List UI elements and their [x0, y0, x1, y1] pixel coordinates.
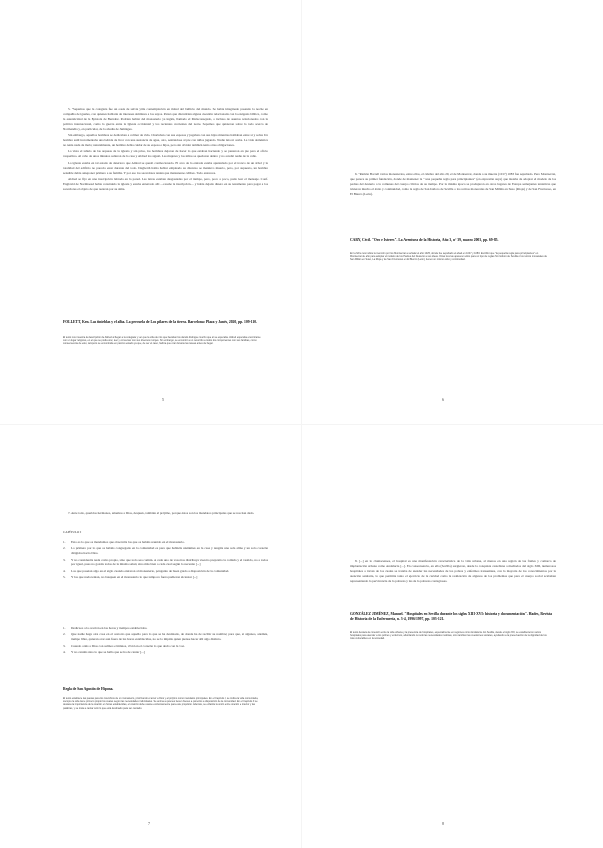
list-item: 2. Que nadie haga otra cosa en el oratorio que aquello para lo que se ha destinado, de donde ha de recibir su nombre; para que, si algunos, además, tiempo libre, quieran orar aun fuera de las horas establecidas, no se lo impida quien piense hacer allí algo distinto. [63, 632, 268, 642]
citation: FOLLETT, Ken. Las tinieblas y el alba. La precuela de Los pilares de la tierra. Barcelona: Plaza y Janés, 2020, pp. 109-110. [63, 320, 258, 324]
chapter-1-list [63, 540, 268, 581]
citation: GONZÁLEZ JIMÉNEZ, Manuel. "Hospitales en Sevilla durante los siglos XIII-XVI: historia y documentación". Hades, Revista de Historia de la Enfermería, n. 3-4, 1996/1997, pp. 103-121. [350, 612, 553, 622]
commentary-note: El texto establece las pautas para los miembros de un monasterio, priorizando el amor a Dios y al prójimo como mandatos principales. En el Capítulo I, se indica la vida comunitaria, siempre la vida tiene primero propio los cuales según las necesidades individuales. Se anima a quienes tienen bienes a ponerlos a disposición de la comunidad. En el Capítulo II se destaca la importancia de la oración en horas establecidas, el oratorio debe usarse exclusivamente para este propósito. Además, se enfatiza la unión entre oración e interior y las palabras, y se insta a cantar solo lo que está destinado para ser cantado. [63, 697, 259, 710]
commentary-note: El texto destaca la conexión entre la vida urbana y la presencia de hospitales, especialmente en regiones como Andalucía. En Sevilla, desde el siglo XIII, se establecieron varios hospitales para atender a los pobres y enfermos, abordando no solo las necesidades médicas, sino también las cuestiones sociales, ayudando a la preservación de la dignidad de los más vulnerables en la sociedad. [350, 631, 547, 641]
paragraph: 5. "Sepamos que la colegiata fue un oasis de salvia ytile contemplación en mitad del bullicio del mundo. Se había imaginado pasando la noche en compañía de iguales, con quienes hablaría de intereses similares a los suyos. Pensó que discutirían alguna cuestión relacionada con la exégesis bíblica, como la autenticidad de la Epístola de Bernabé. Podrían hablar del monasterio ya inglés, llamado el Malaconsejado, o incluso de asuntos relacionados con la política internacional, como la guerra entre la Iglesia occidental y los recientes crecientes del norte. Sepamos que quisieron sobre la todo acerca de Normandía y, en particular, de la abadía de Jumièges. [63, 107, 268, 131]
paragraph: La vista el tabulo de las arqueas de la iglesia y sin prisa, los hombres dejaron de hacer lo que estaban haciendo y se pusieron en pie para el oficio vespertino. Al cabo de unos minutos salieron de la casa y Aldred los siguió. Las mujeres y los niños se quedaron dentro y no acudió nadie de la calle. [63, 149, 268, 159]
page-number: 5 [162, 397, 164, 402]
page-number: 7 [148, 821, 150, 826]
commentary-note: En la ficha nos indica la mención por los Montserrat a señalar el año 1025, donde fue sepultado el abad en 1047 y 1083. Escribió que "la pequeña regla para principiantes" en Montserrat de año para adoptar el modelo de los Padres del Desierto a sus ideas. Otras tres las aparecen ellos para un tipo de reglas Sin Isidoro de Sevilla o los retiros monacales de San Millán en Suso, La Rioja y de San Fructuoso en El Bierzo (León), tienen un mismo éxito y continuidad. [350, 252, 548, 262]
page-7 [0, 424, 301, 848]
paragraph: Sin embargo, aquellos hombres se dedicaban a colmar de vida. Charlaban con sus esposas y jugaban con sus hijos mientras hablaban entre sí y sobre Un hombre sutil incrementaba una bebida de licor con una sustancia de agua, otro, sentándose al pie con niños jugando. Nadie leía ni oraba. La vida doméstica no tenía nada de malo; naturalmente, un hombre debía cuidar de su esposa e hijos, pero sin olvidar también tenía otras obligaciones. [63, 133, 268, 148]
page-number: 6 [442, 397, 444, 402]
page-5-body [63, 107, 268, 193]
list-item: 3. Y no consideréis nada como propio, sino que todo sea común. A cada uno de vosotros distribuya vuestro prepósito la comida y el vestido, no a todos por igual, pues no gozáis todos de la misma salud, sino más bien a cada cual según lo necesite [...] [63, 557, 268, 567]
page-number: 8 [442, 821, 444, 826]
list-item: 4. Los que poseían algo en el siglo cuando entraron al monasterio, pónganlo de buen grado a disposición de la comunidad. [63, 568, 230, 573]
list-item: 1. Dedicaos a la oración en las horas y tiempos establecidos. [63, 626, 148, 630]
commentary-note: El texto nos muestra la descripción de Aldred al llegar a la colegiata y ver que la vida de mis que llevaban los dando distingue mucho que él se esperaba. Aldred esperaba encontrarse con un lugar religioso, en el que se podía orar, leer y conversar con sus diversos monjes. Sin embargo, se encontró a un recurrido a todos los componentes con sus familias, como consecuencia de esto, tampoco se encontraba en pésimo estado ya que, de ser el caso, habría que orar durante las tareas antes de llegar. [63, 336, 261, 346]
paragraph: 6. "Ramón Borrell varios monasterios, entre ellos, el célebre del año 20, el de Montserrat, donde a su muerte (1017) 1083 fue sepultado. Pero Montserrat, que parece su primer fundación, donde de mantener la " una pequeña regla para principiantes" (en expresión suya) que instaba de adoptar el modelo de los padres del desierto a la comunes del cuerpo cilicios de su tiempo. Por la misma época se produjeron en otros lugares de Europa semejantes tentativas que tuvieron mucho el éxito y continuidad, como la regla de San Isidoro de Sevilla o los retiros monacales de San Millán en Suso (Rioja) y de San Fructuoso, en El Bierzo (León). [350, 172, 556, 196]
list-item: 4. Y no cantéis sino lo que se halla que se ha de cantar [...] [63, 649, 145, 654]
list-item: 2. Lo primero por lo que os habéis congregado en la comunidad es para que habitéis unánimes en la casa y tengáis una sola alma y un solo corazón dirigidos hacia Dios. [63, 546, 268, 556]
list-item: 1. Esto es lo que os mandamos que observéis los que os habéis reunido en el monasterio. [63, 540, 185, 544]
paragraph: 7. Ante todo, queridos hermanos, amemos a Dios, después, también al prójimo, porque éstos son los mandatos principales que se nos han dado. [68, 511, 255, 515]
page-8-body [350, 559, 556, 585]
page-6-body [350, 172, 556, 198]
paragraph: Aldred se fijó en una inscripción labrada en la pared. Las letras estaban desgastadas por el tiempo, pero, poco a poco, pudo leer el mensaje. Conf. Englavid de Northtsead había construido la iglesia y estaba enterrado allí —rasabe la inscripción— y había dejado dinero en su testamento para pagar a los sacerdotes el objeto de que rezaran por su alma. [63, 176, 268, 191]
list-item: 3. Cuando oréis a Dios con salmos e himnos, vivid en el corazón lo que decís con la voz. [63, 643, 185, 648]
page-7-intro [63, 511, 268, 517]
citation: Regla de San Agustín de Hipona. [63, 687, 114, 691]
paragraph: La iglesia estaba en tal estado de deterioro que Aldred se quedó conmocionado. El arco de la entrada estaba apuntalado por el tronco de un árbol y la totalidad del edificio no parecía estar durante del todo. Dagberth había hablar empleado su discurso se mantuvo muerto, pero, por supuesto, un hombre sensible debía anteponer primero a su familia. Y por eso los sacerdotes tenían que mantenerse célibes. Todo entonces. [63, 160, 268, 175]
citation: CARY, Cécil. "Oro e Ixteres". La Aventura de la Historia, Año 3, nº 39, marzo 2003, pp. 69-85. [350, 238, 499, 242]
page-8 [302, 424, 603, 848]
page-5 [0, 0, 301, 424]
chapter-2-list [63, 626, 268, 656]
page-6 [302, 0, 603, 424]
paragraph: 8. [...] en lo cluniacenses, el hospital es una manifestación característica de la vida urbana, al menos en una región de las frailes y comarca de implantación urbana como Andalucía [...]. En consecuencia, en ella (Sevilla) surgieron, desde la conquista castellana a mediados del siglo XIII, numerosos hospitales a través de los cuales se trataba de atender las necesidades de los pobres y enfermos transeúntes, con la mayoría de los conocimientos por la atención sanitaria, lo que permitía tanto el ejercicio de la caridad como la realización de algunos de los problemas que para el cuerpo social acababan representando la pervivencia de la pobreza y las de la pobreza contagiosas. [350, 559, 556, 583]
list-item: 5. Y los que nada tenían, no busquen en el monasterio lo que tampoco fuera pudieron alcanzar [...] [63, 575, 198, 579]
chapter-1-heading: CAPÍTULO I [63, 530, 82, 534]
